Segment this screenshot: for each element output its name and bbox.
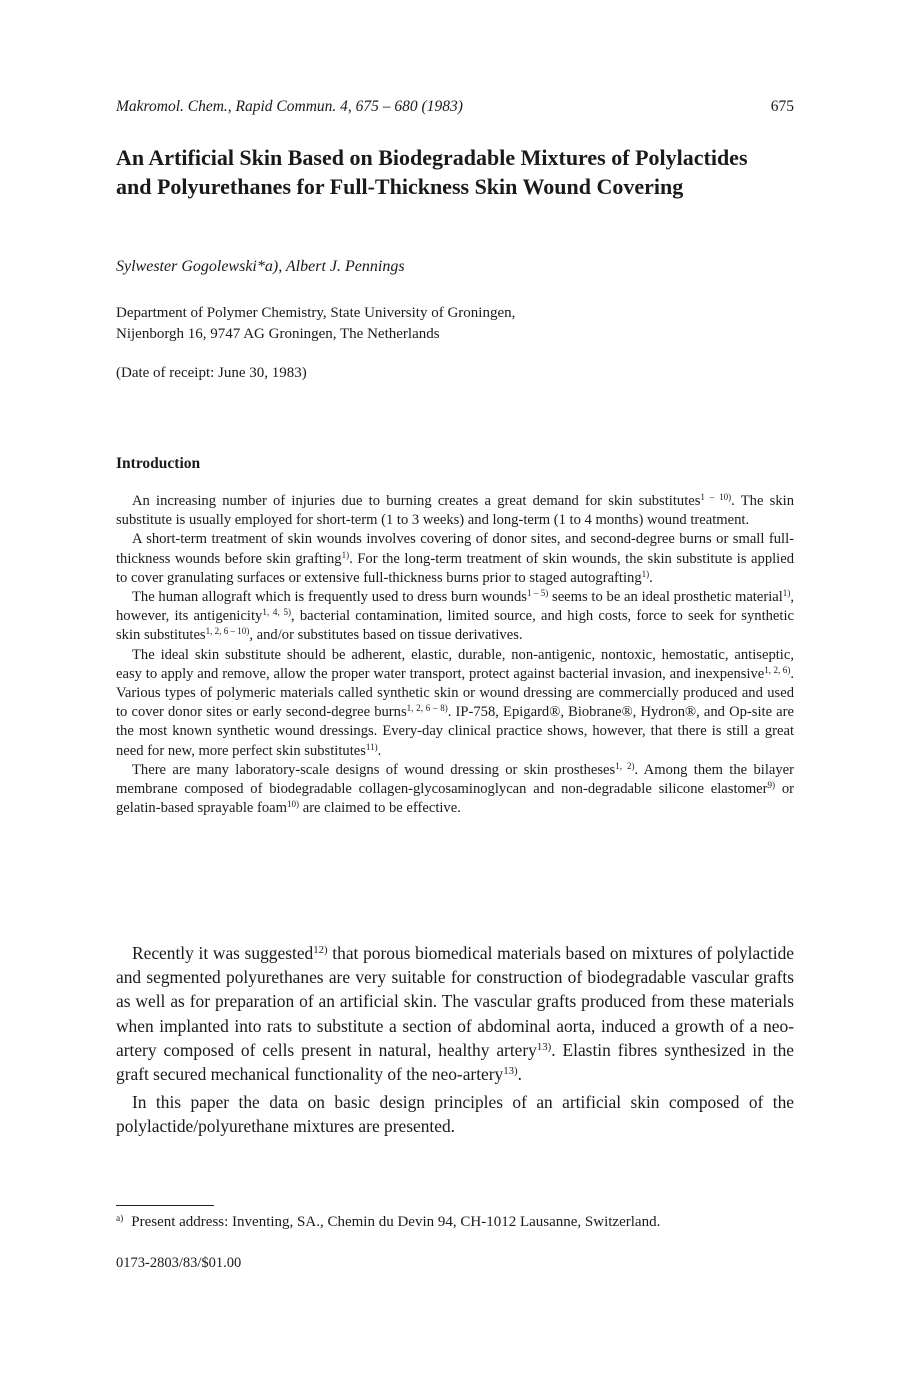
- date-of-receipt: (Date of receipt: June 30, 1983): [116, 365, 307, 381]
- footnote-text: Present address: Inventing, SA., Chemin du Devin 94, CH-1012 Lausanne, Switzerland.: [131, 1214, 661, 1230]
- paragraph-1: An increasing number of injuries due to burning creates a great demand for skin substitutes$^{1 - 10)}$. The skin substitute is usually employed for short-term (1 to 3 weeks) and long-term (1 to 4 months) wound treatment.: [116, 492, 794, 529]
- footnote-marker: a): [116, 1213, 124, 1224]
- introduction-text: [116, 492, 794, 818]
- footnote: [116, 1214, 660, 1231]
- authors: Sylwester Gogolewski*a), Albert J. Pennings: [116, 258, 405, 275]
- footnote-divider: [116, 1205, 214, 1206]
- journal-citation: Makromol. Chem., Rapid Commun. 4, 675 – 680 (1983): [116, 98, 463, 115]
- affiliation-line-1: Department of Polymer Chemistry, State University of Groningen,: [116, 305, 516, 321]
- main-body-text: [116, 941, 794, 1139]
- section-heading-introduction: Introduction: [116, 455, 201, 472]
- paragraph-7: In this paper the data on basic design principles of an artificial skin composed of the polylactide/polyurethane mixtures are presented.: [116, 1092, 794, 1137]
- paragraph-6: Recently it was suggested$^{12)}$ that porous biomedical materials based on mixtures of polylactide and segmented polyurethanes are very suitable for construction of biodegradable vascular grafts as well as for preparation of an artificial skin. The vascular grafts produced from these materials when implanted into rats to substitute a section of abdominal aorta, induced a growth of a neo-artery composed of cells present in natural, healthy artery$^{13)}$. Elastin fibres synthesized in the graft secured mechanical functionality of the neo-artery$^{13)}$.: [116, 943, 794, 1085]
- affiliation-line-2: Nijenborgh 16, 9747 AG Groningen, The Netherlands: [116, 326, 440, 342]
- copyright-code: 0173-2803/83/$01.00: [116, 1255, 242, 1271]
- page-number: 675: [770, 98, 794, 115]
- paragraph-2: A short-term treatment of skin wounds involves covering of donor sites, and second-degree burns or small full-thickness wounds before skin grafting$^{1)}$. For the long-term treatment of skin wounds, the skin substitute is applied to cover granulating surfaces or extensive full-thickness burns prior to staged autografting$^{1)}$.: [116, 531, 795, 586]
- paragraph-3: The human allograft which is frequently used to dress burn wounds$^{1 - 5)}$ seems to be an ideal prosthetic material$^{1)}$, however, its antigenicity$^{1, 4, 5)}$, bacterial contamination, limited source, and high costs, force to seek for synthetic skin substitutes$^{1, 2, 6 - 10)}$, and/or substitutes based on tissue derivatives.: [116, 588, 794, 644]
- affiliation: [116, 303, 515, 345]
- paper-title: An Artificial Skin Based on Biodegradable Mixtures of Polylactides and Polyurethanes for Full-Thickness Skin Wound Covering: [116, 145, 748, 199]
- paragraph-4: The ideal skin substitute should be adherent, elastic, durable, non-antigenic, nontoxic, hemostatic, antiseptic, easy to apply and remove, allow the proper water transport, protect against bacterial invasion, and inexpensive$^{1, 2, 6)}$. Various types of polymeric materials called synthetic skin or wound dressing are commercially produced and used to cover donor sites or early second-degree burns$^{1, 2, 6 - 8)}$. IP-758, Epigard®, Biobrane®, Hydron®, and Op-site are the most known synthetic wound dressings. Every-day clinical practice shows, however, that there is still a great need for new, more perfect skin substitutes$^{11)}$.: [116, 646, 794, 759]
- paragraph-5: There are many laboratory-scale designs of wound dressing or skin prostheses$^{1, 2)}$. Among them the bilayer membrane composed of biodegradable collagen-glycosaminoglycan and non-degradable silicone elastomer$^{9)}$ or gelatin-based sprayable foam$^{10)}$ are claimed to be effective.: [116, 760, 794, 817]
- running-head: [116, 98, 794, 116]
